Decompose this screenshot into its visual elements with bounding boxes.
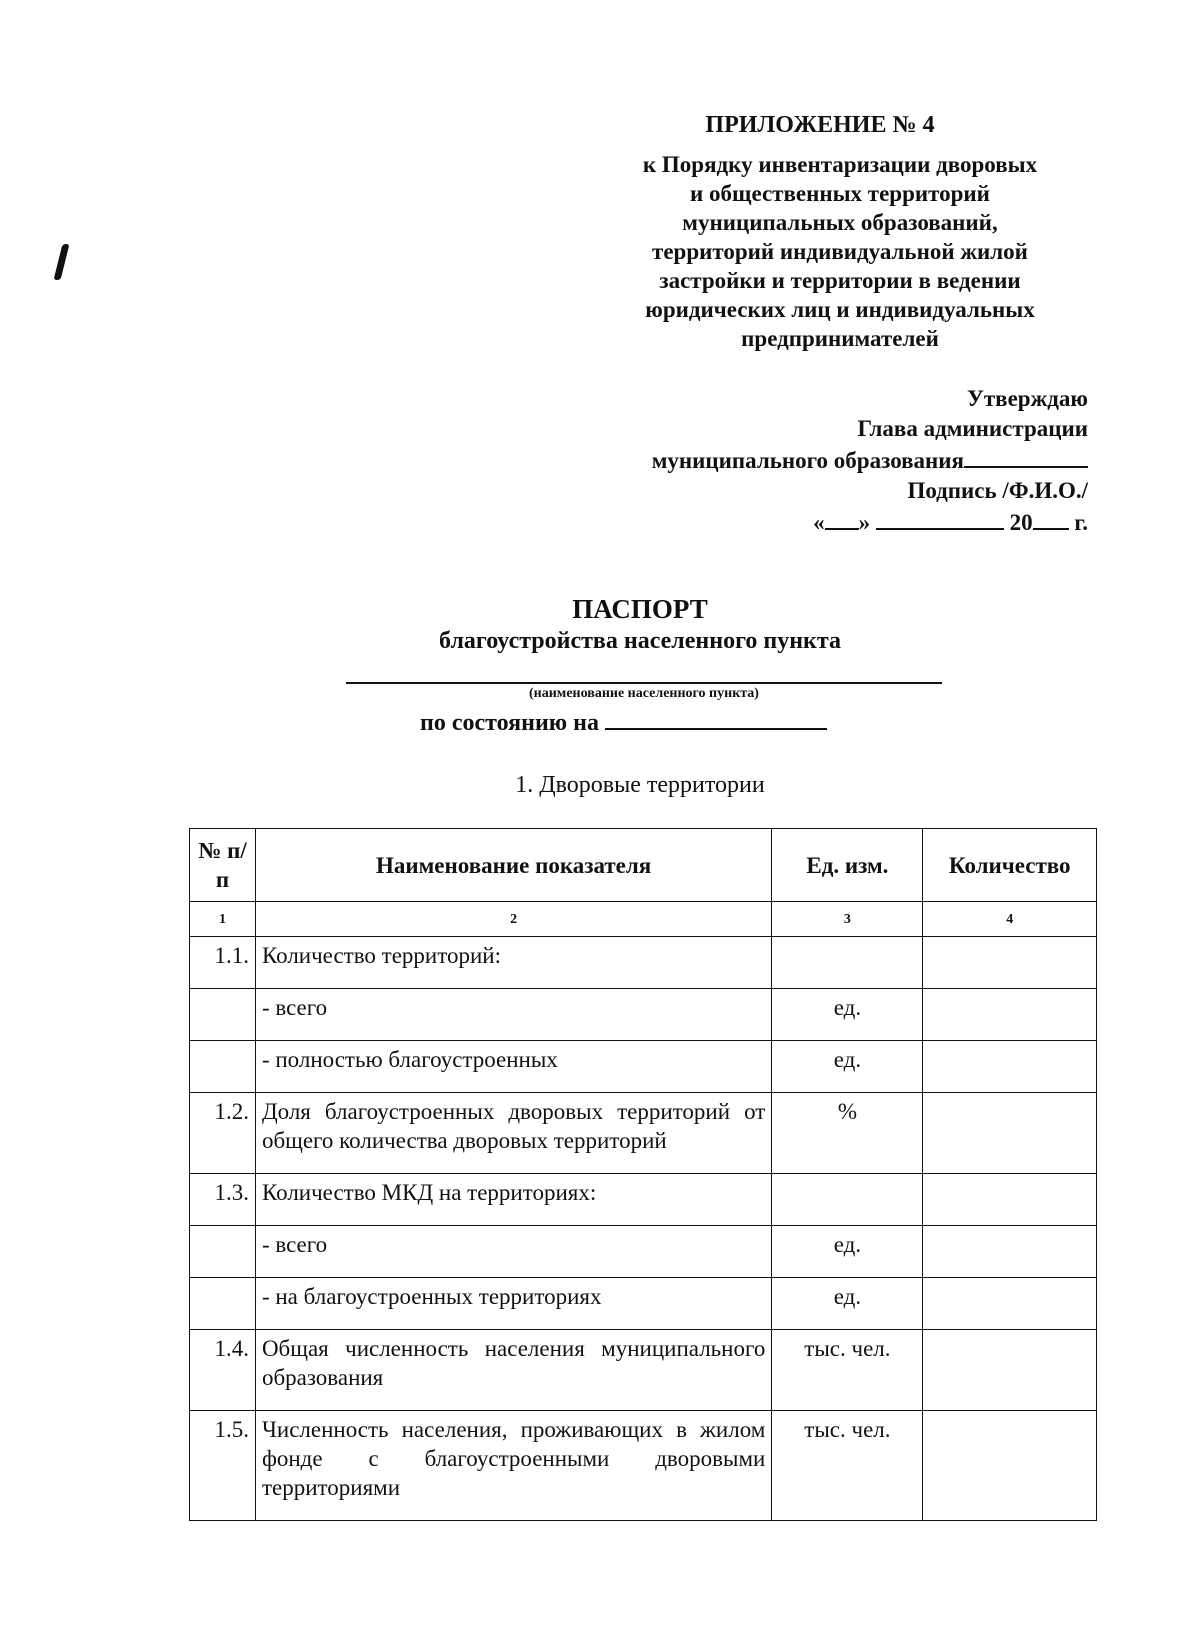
column-number: 3 bbox=[772, 902, 923, 937]
row-number bbox=[190, 1041, 256, 1093]
appendix-subtitle-line: территорий индивидуальной жилой bbox=[652, 239, 1028, 264]
row-indicator: Доля благоустроенных дворовых территорий от общего количества дворовых территорий bbox=[255, 1093, 771, 1174]
row-indicator: - полностью благоустроенных bbox=[255, 1041, 771, 1093]
row-indicator: Количество территорий: bbox=[255, 937, 771, 989]
column-number: 1 bbox=[190, 902, 256, 937]
row-indicator: - всего bbox=[255, 989, 771, 1041]
table-header-row bbox=[190, 829, 1097, 902]
table-row bbox=[190, 1174, 1097, 1226]
header-unit: Ед. изм. bbox=[772, 829, 923, 902]
approval-head: Глава администрации bbox=[857, 416, 1088, 441]
row-number bbox=[190, 1226, 256, 1278]
appendix-subtitle-line: и общественных территорий bbox=[690, 181, 990, 206]
settlement-name-line bbox=[346, 682, 942, 684]
row-indicator: - на благоустроенных территориях bbox=[255, 1278, 771, 1330]
year-suffix: г. bbox=[1074, 510, 1088, 535]
date-quote-close: » bbox=[858, 510, 871, 535]
row-quantity[interactable] bbox=[923, 1226, 1097, 1278]
table-row bbox=[190, 1226, 1097, 1278]
header-quantity: Количество bbox=[923, 829, 1097, 902]
table-row bbox=[190, 937, 1097, 989]
row-indicator: Количество МКД на территориях: bbox=[255, 1174, 771, 1226]
approval-block bbox=[528, 384, 1088, 538]
row-quantity[interactable] bbox=[923, 1174, 1097, 1226]
column-number-row bbox=[190, 902, 1097, 937]
row-unit: ед. bbox=[772, 989, 923, 1041]
row-number bbox=[190, 989, 256, 1041]
municipality-blank bbox=[964, 444, 1088, 468]
row-unit bbox=[772, 1174, 923, 1226]
day-blank bbox=[825, 506, 859, 530]
table-row bbox=[190, 1411, 1097, 1521]
header-number: № п/п bbox=[190, 829, 256, 902]
appendix-subtitle-line: муниципальных образований, bbox=[682, 210, 998, 235]
month-blank bbox=[876, 506, 1004, 530]
approval-signature: Подпись /Ф.И.О./ bbox=[907, 478, 1088, 503]
state-as-of bbox=[420, 706, 827, 737]
approval-municipality-label: муниципального образования bbox=[651, 448, 964, 473]
date-quote-open: « bbox=[813, 510, 825, 535]
ink-mark bbox=[54, 244, 70, 280]
row-number: 1.2. bbox=[190, 1093, 256, 1174]
appendix-subtitle-line: юридических лиц и индивидуальных bbox=[645, 297, 1035, 322]
row-unit bbox=[772, 937, 923, 989]
row-unit: % bbox=[772, 1093, 923, 1174]
approval-date bbox=[528, 506, 1088, 538]
passport-title: ПАСПОРТ bbox=[572, 594, 708, 624]
header-indicator: Наименование показателя bbox=[255, 829, 771, 902]
row-number: 1.5. bbox=[190, 1411, 256, 1521]
indicators-table bbox=[189, 828, 1097, 1521]
row-quantity[interactable] bbox=[923, 989, 1097, 1041]
appendix-subtitle-line: к Порядку инвентаризации дворовых bbox=[642, 152, 1038, 177]
row-indicator: Численность населения, проживающих в жилом фонде с благоустроенными дворовыми территориями bbox=[255, 1411, 771, 1521]
table-row bbox=[190, 1041, 1097, 1093]
year-blank bbox=[1033, 506, 1069, 530]
row-indicator: - всего bbox=[255, 1226, 771, 1278]
row-indicator: Общая численность населения муниципального образования bbox=[255, 1330, 771, 1411]
row-quantity[interactable] bbox=[923, 1278, 1097, 1330]
row-number bbox=[190, 1278, 256, 1330]
row-unit: тыс. чел. bbox=[772, 1411, 923, 1521]
appendix-subtitle-line: застройки и территории в ведении bbox=[659, 268, 1021, 293]
table-row bbox=[190, 1093, 1097, 1174]
row-number: 1.3. bbox=[190, 1174, 256, 1226]
state-label: по состоянию на bbox=[420, 710, 599, 736]
row-unit: тыс. чел. bbox=[772, 1330, 923, 1411]
column-number: 4 bbox=[923, 902, 1097, 937]
appendix-subtitle bbox=[580, 150, 1100, 353]
column-number: 2 bbox=[255, 902, 771, 937]
row-unit: ед. bbox=[772, 1278, 923, 1330]
row-quantity[interactable] bbox=[923, 937, 1097, 989]
row-number: 1.1. bbox=[190, 937, 256, 989]
appendix-title: ПРИЛОЖЕНИЕ № 4 bbox=[705, 112, 935, 138]
row-unit: ед. bbox=[772, 1226, 923, 1278]
year-prefix: 20 bbox=[1009, 510, 1033, 535]
approval-approve: Утверждаю bbox=[967, 386, 1088, 411]
appendix-subtitle-line: предпринимателей bbox=[741, 326, 939, 351]
table-row bbox=[190, 989, 1097, 1041]
row-quantity[interactable] bbox=[923, 1093, 1097, 1174]
table-row bbox=[190, 1278, 1097, 1330]
approval-municipality bbox=[528, 444, 1088, 476]
row-unit: ед. bbox=[772, 1041, 923, 1093]
row-quantity[interactable] bbox=[923, 1041, 1097, 1093]
section-title: 1. Дворовые территории bbox=[515, 772, 765, 798]
settlement-name-caption: (наименование населенного пункта) bbox=[529, 686, 759, 701]
row-number: 1.4. bbox=[190, 1330, 256, 1411]
passport-subtitle: благоустройства населенного пункта bbox=[439, 628, 841, 654]
state-date-blank bbox=[605, 706, 827, 730]
row-quantity[interactable] bbox=[923, 1411, 1097, 1521]
row-quantity[interactable] bbox=[923, 1330, 1097, 1411]
table-row bbox=[190, 1330, 1097, 1411]
